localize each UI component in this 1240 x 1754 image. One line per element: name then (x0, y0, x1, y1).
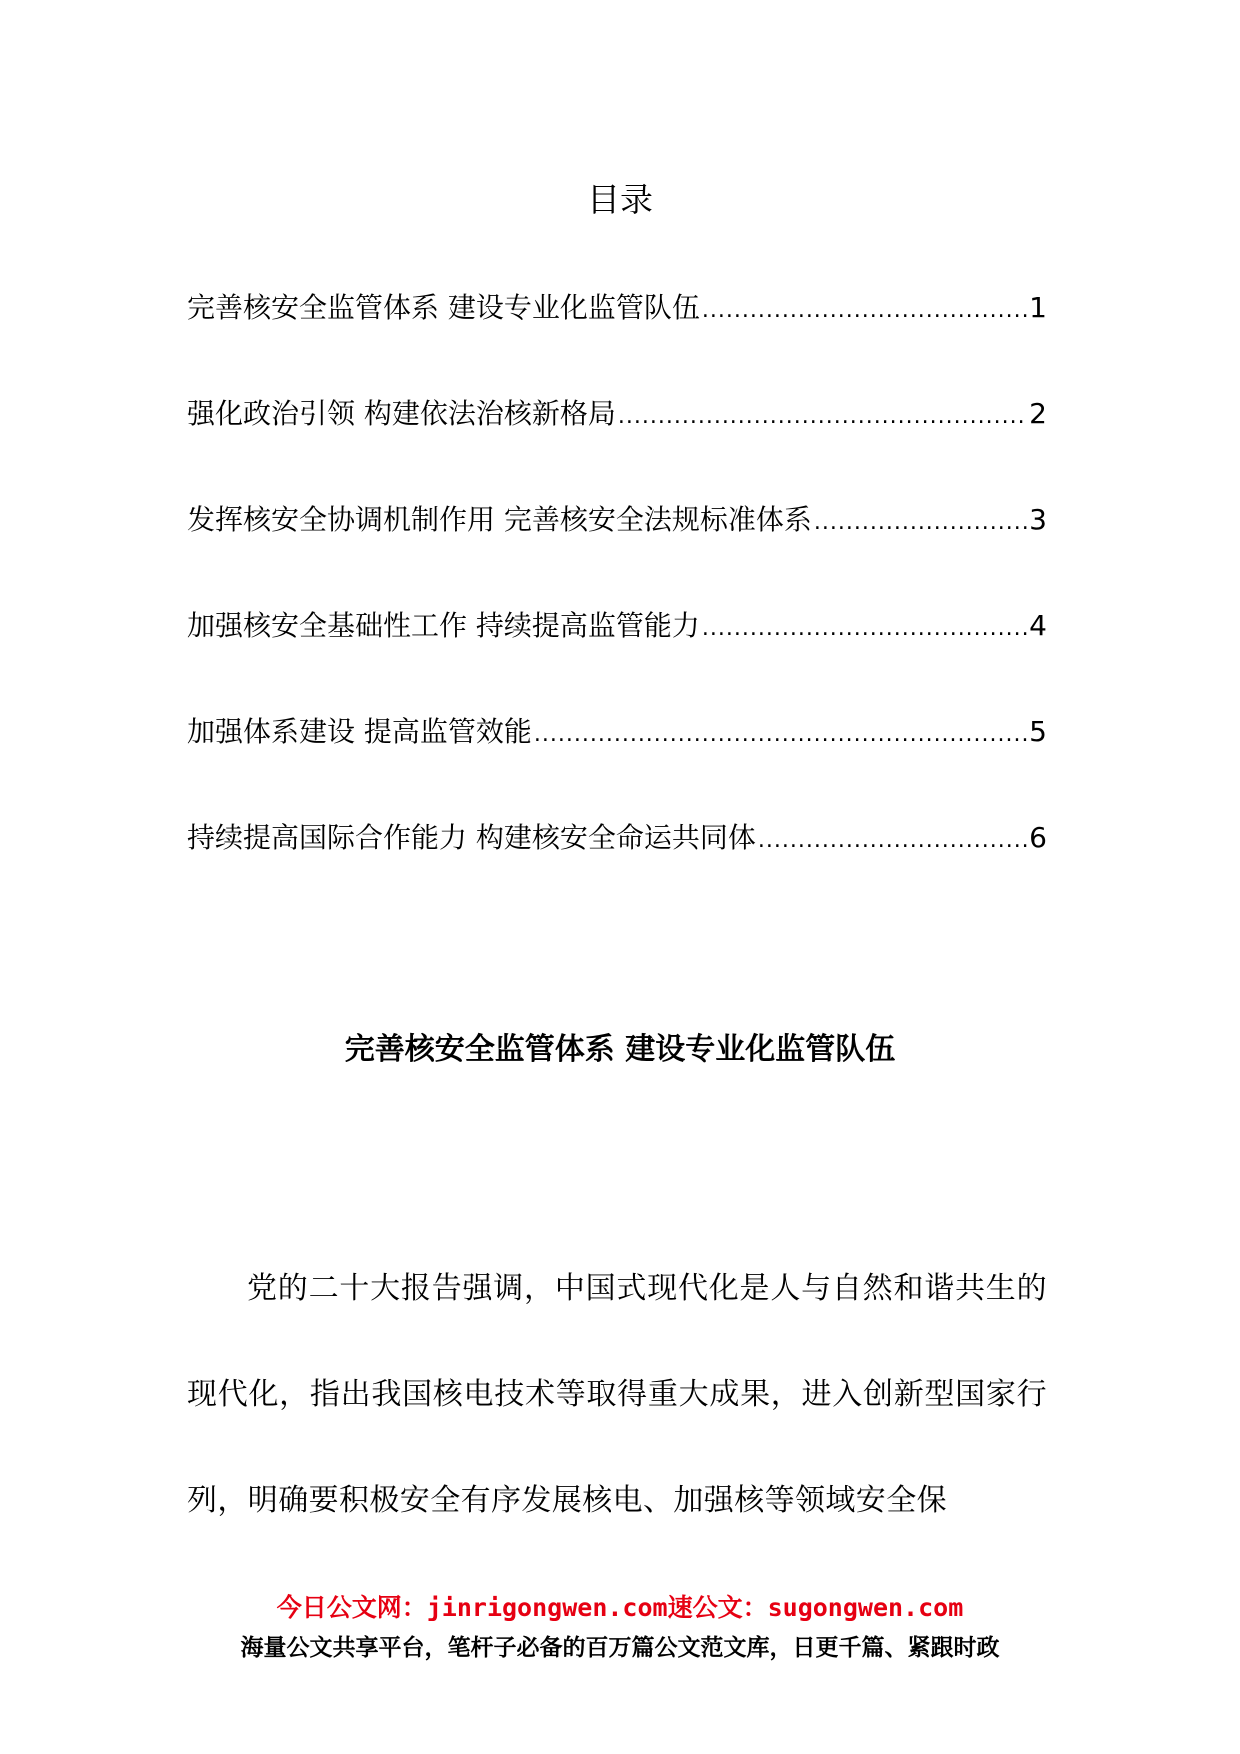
toc-entry-page: 4 (1029, 609, 1047, 642)
site1-name: 今日公文网： (276, 1593, 427, 1622)
toc-entry-page: 1 (1029, 291, 1047, 324)
article-paragraph: 党的二十大报告强调，中国式现代化是人与自然和谐共生的现代化，指出我国核电技术等取得重大成果，进入创新型国家行列，明确要积极安全有序发展核电、加强核等领域安全保 (187, 1271, 1047, 1518)
toc-entry[interactable] (187, 818, 1047, 924)
site2-name: 速公文： (667, 1593, 768, 1622)
toc-title: 目录 (587, 180, 653, 219)
toc-entry-text: 持续提高国际合作能力 构建核安全命运共同体 (187, 821, 756, 854)
toc-entry-page: 3 (1029, 503, 1047, 536)
site2-link[interactable]: sugongwen.com (767, 1593, 964, 1622)
toc-entry-text: 加强体系建设 提高监管效能 (187, 715, 532, 748)
toc-entry-text: 加强核安全基础性工作 持续提高监管能力 (187, 609, 700, 642)
toc-leader-dots (702, 291, 1027, 331)
toc-leader-dots (534, 715, 1027, 755)
site1-link[interactable]: jinrigongwen.com (426, 1593, 668, 1622)
toc-entry-text: 发挥核安全协调机制作用 完善核安全法规标准体系 (187, 503, 812, 536)
toc-leader-dots (758, 821, 1027, 861)
toc-entry-page: 5 (1029, 715, 1047, 748)
footer-tagline: 海量公文共享平台，笔杆子必备的百万篇公文范文库，日更千篇、紧跟时政 (240, 1635, 1000, 1661)
toc-entry-text: 强化政治引领 构建依法治核新格局 (187, 397, 616, 430)
toc-leader-dots (618, 397, 1027, 437)
toc-entry-page: 2 (1029, 397, 1047, 430)
article-title: 完善核安全监管体系 建设专业化监管队伍 (344, 1032, 896, 1067)
toc-entry-page: 6 (1029, 821, 1047, 854)
toc-leader-dots (814, 503, 1027, 543)
toc-leader-dots (702, 609, 1027, 649)
toc-entry[interactable] (187, 394, 1047, 500)
footer-banner (0, 1590, 1240, 1666)
toc-entry[interactable] (187, 712, 1047, 818)
toc-list (187, 288, 1047, 924)
toc-entry[interactable] (187, 606, 1047, 712)
toc-entry[interactable] (187, 500, 1047, 606)
footer-sites (0, 1590, 1240, 1626)
toc-entry[interactable] (187, 288, 1047, 394)
toc-entry-text: 完善核安全监管体系 建设专业化监管队伍 (187, 291, 700, 324)
